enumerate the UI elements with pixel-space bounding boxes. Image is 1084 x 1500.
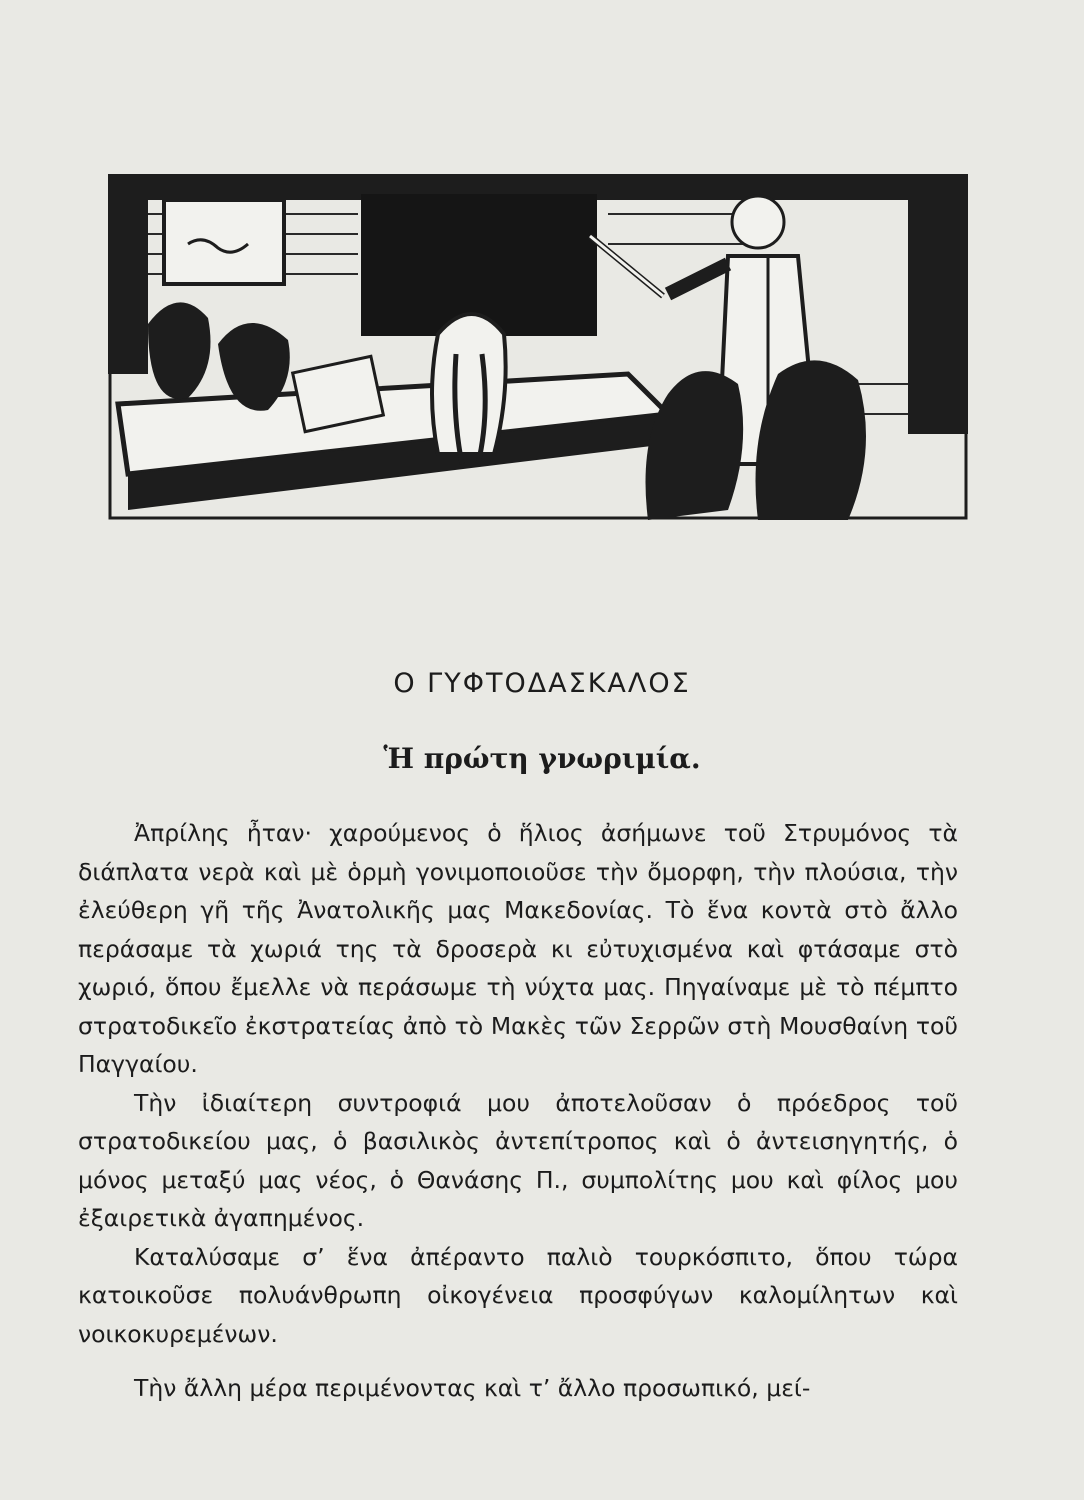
chapter-title: Ο ΓΥΦΤΟΔΑΣΚΑΛΟΣ [393,668,691,699]
paragraph-4: Τὴν ἄλλη μέρα περιμένοντας καὶ τ’ ἄλλο προσωπικό, μεί- [134,1374,811,1402]
paragraph-2: Τὴν ἰδιαίτερη συντροφιά μου ἀποτελοῦσαν ὁ πρόεδρος τοῦ στρατοδικείου μας, ὁ βασιλικὸς ἀντεπίτροπος καὶ ὁ ἀντεισηγητής, ὁ μόνος μεταξύ μας νέος, ὁ Θανάσης Π., συμπολίτης μου καὶ φίλος μου ἐξαιρετικὰ ἀγαπημένος. [78,1088,958,1232]
chapter-subtitle: Ἡ πρώτη γνωριμία. [383,742,701,775]
paragraph-3: Καταλύσαμε σ’ ἕνα ἀπέραντο παλιὸ τουρκόσπιτο, ὅπου τώρα κατοικοῦσε πολυάνθρωπη οἰκογένεια προσφύγων καλομίλητων καὶ νοικοκυρεμένων. [78,1242,958,1348]
body-text [78,814,958,1408]
paragraph-1: Ἀπρίλης ἦταν· χαρούμενος ὁ ἥλιος ἀσήμωνε τοῦ Στρυμόνος τὰ διάπλατα νερὰ καὶ μὲ ὁρμὴ γονιμοποιοῦσε τὴν ὄμορφη, τὴν πλούσια, τὴν ἐλεύθερη γῆ τῆς Ἀνατολικῆς μας Μακεδονίας. Τὸ ἕνα κοντὰ στὸ ἄλλο περάσαμε τὰ χωριά της τὰ δροσερὰ κι εὐτυχισμένα καὶ φτάσαμε στὸ χωριό, ὅπου ἔμελλε νὰ περάσωμε τὴ νύχτα μας. Πηγαίναμε μὲ τὸ πέμπτο στρατοδικεῖο ἐκστρατείας ἀπὸ τὸ Μακὲς τῶν Σερρῶν στὴ Μουσθαίνη τοῦ Παγγαίου. [78,819,958,1078]
classroom-illustration [108,174,968,520]
